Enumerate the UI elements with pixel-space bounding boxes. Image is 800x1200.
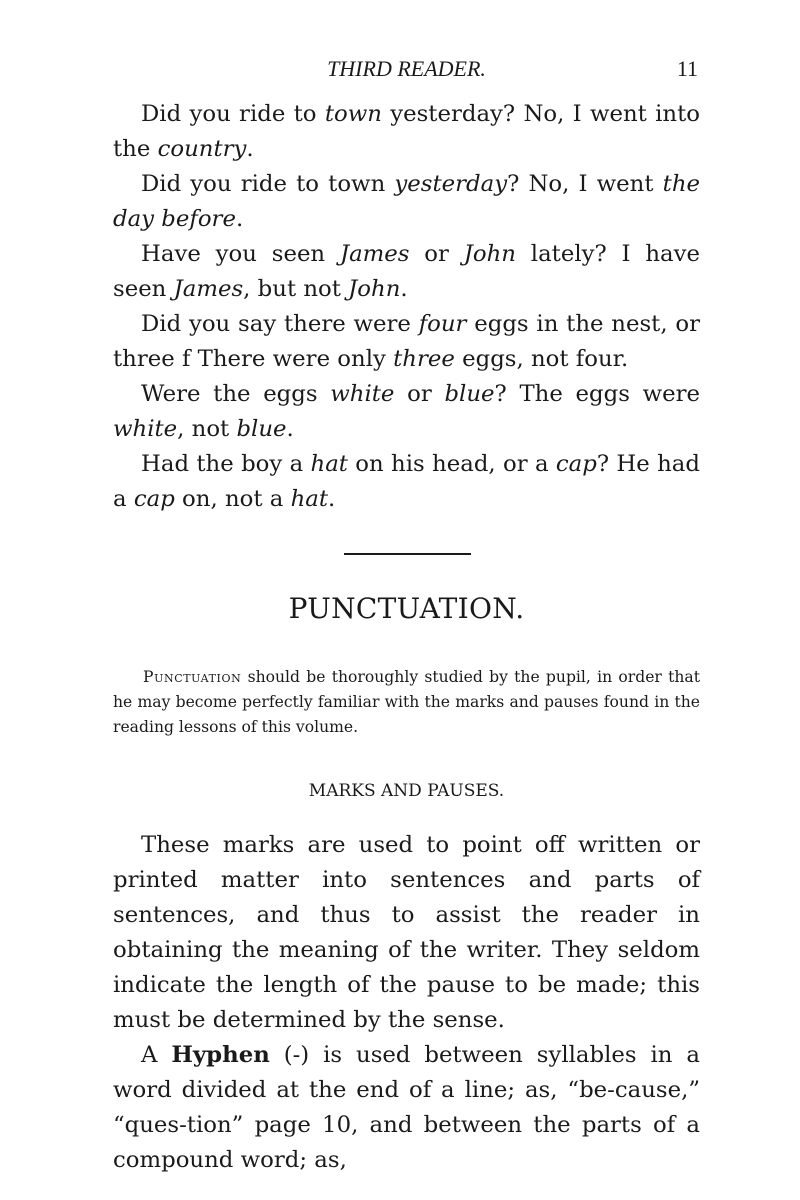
intro-paragraph (113, 665, 700, 740)
section-heading: PUNCTUATION. (288, 592, 525, 625)
subheading: MARKS AND PAUSES. (308, 781, 505, 801)
term-hyphen: Hyphen (171, 1042, 270, 1068)
section-divider (344, 553, 471, 555)
body-text (113, 828, 700, 1178)
body-paragraph-2: A Hyphen (-) is used between syllables in a word divided at the end of a line; as, “be-cause,” “ques-tion” page 10, and between the parts of a compound word; as, (113, 1042, 700, 1173)
reading-drill (113, 97, 700, 517)
drill-line-5: Were the eggs white or blue? The eggs were white, not blue. (113, 381, 700, 442)
drill-line-4: Did you say there were four eggs in the nest, or three f There were only three eggs, not four. (113, 311, 700, 372)
drill-line-3: Have you seen James or John lately? I have seen James, but not John. (113, 241, 700, 302)
drill-line-2: Did you ride to town yesterday? No, I went the day before. (113, 171, 701, 232)
body-paragraph-1: These marks are used to point off written or printed matter into sentences and parts of sentences, and thus to assist the reader in obtaining the meaning of the writer. They seldom indicate the length of the pause to be made; this must be determined by the sense. (113, 832, 700, 1033)
drill-line-6: Had the boy a hat on his head, or a cap? He had a cap on, not a hat. (113, 451, 700, 512)
intro-lead-word: Punctuation (143, 668, 242, 686)
page-number: 11 (676, 56, 698, 81)
running-title: THIRD READER. (327, 56, 486, 81)
running-head (113, 56, 700, 86)
intro-text: should be thoroughly studied by the pupil, in order that he may become perfectly familiar with the marks and pauses found in the reading lessons of this volume. (113, 668, 700, 736)
drill-line-1: Did you ride to town yesterday? No, I went into the country. (113, 101, 700, 162)
